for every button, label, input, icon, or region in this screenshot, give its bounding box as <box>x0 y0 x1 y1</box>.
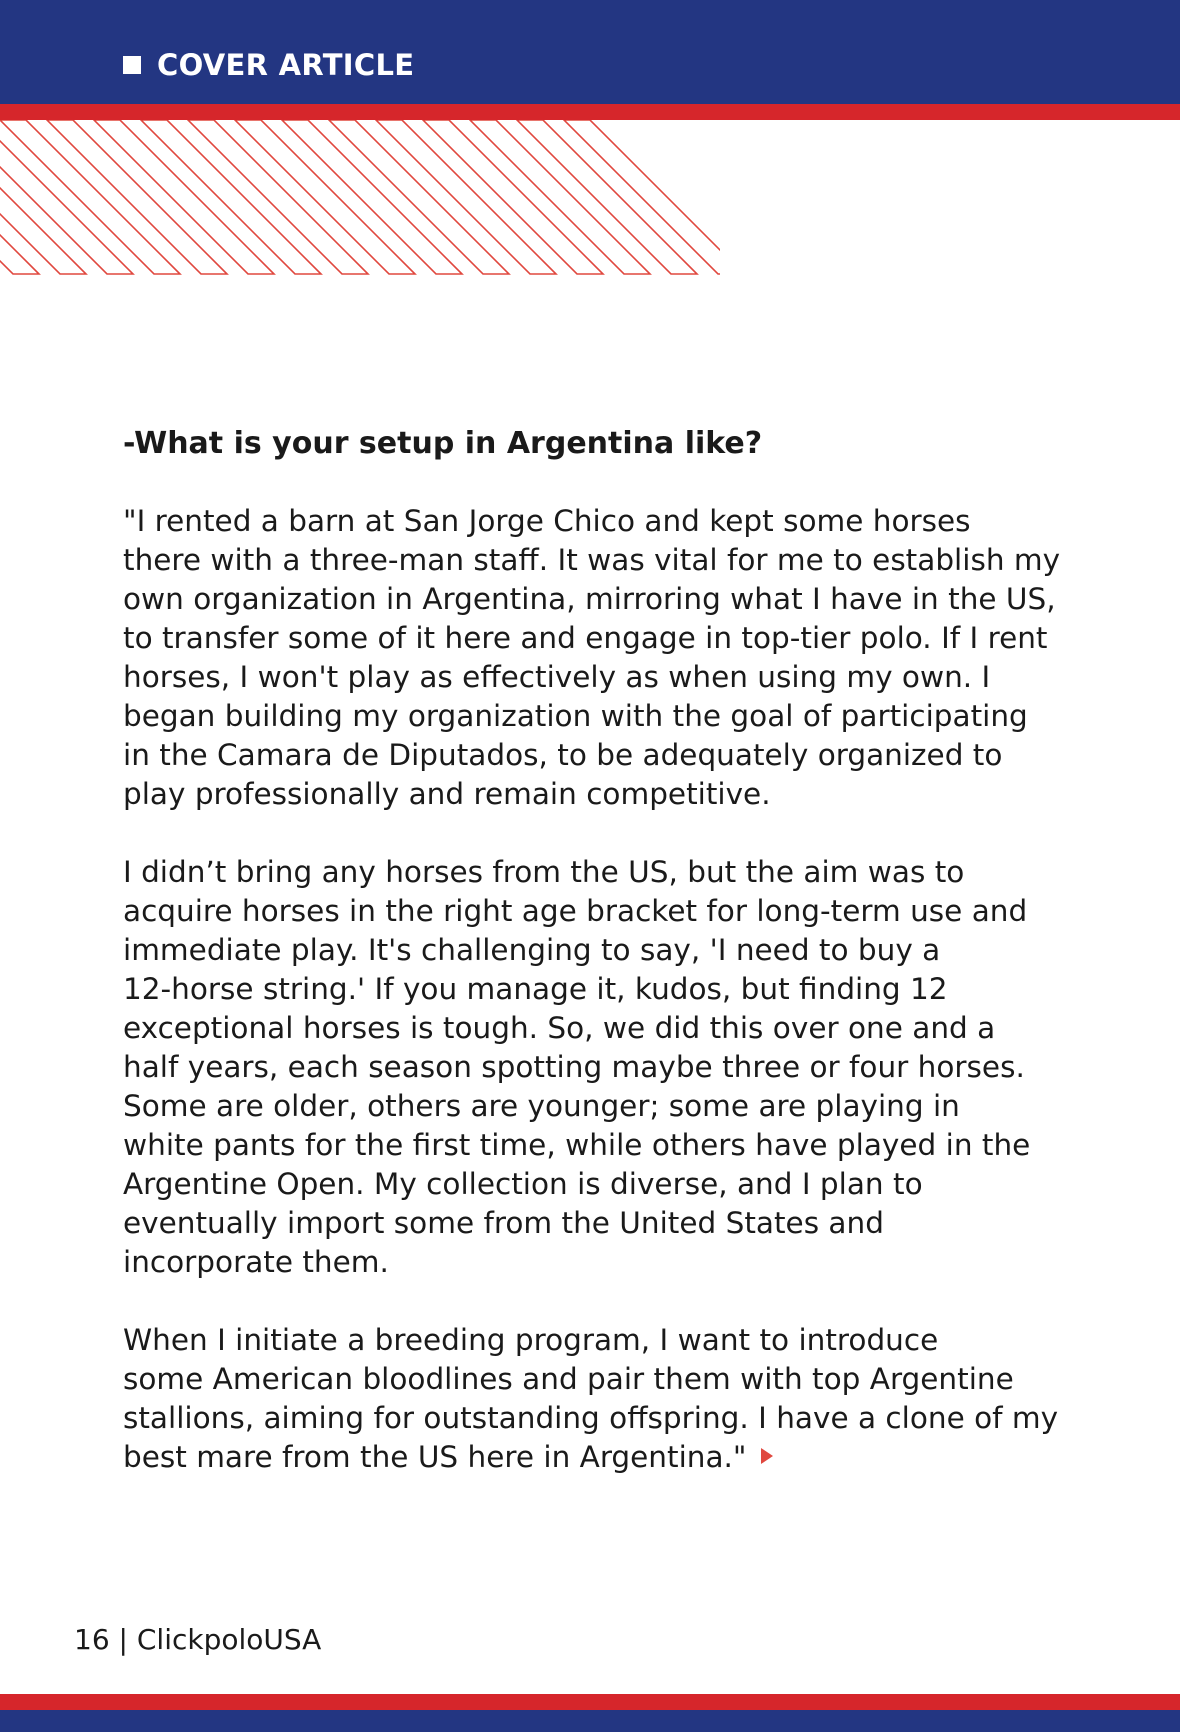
stripe <box>0 120 86 274</box>
stripe <box>282 120 462 274</box>
section-label <box>123 48 414 82</box>
stripe <box>0 120 133 274</box>
stripe <box>94 120 274 274</box>
stripe <box>0 120 180 274</box>
stripe <box>564 120 720 274</box>
section-label-text: COVER ARTICLE <box>157 48 415 82</box>
stripe <box>470 120 650 274</box>
answer-paragraph-2: I didn’t bring any horses from the US, but the aim was to acquire horses in the right age bracket for long-term use and immediate play. It's challenging to say, 'I need to buy a 12-horse string.' If you manage it, kudos, but finding 12 exceptional horses is tough. So, we did this over one and a half years, each season spotting maybe three or four horses. Some are older, others are younger; some are playing in white pants for the first time, while others have played in the Argentine Open. My collection is diverse, and I plan to eventually import some from the United States and incorporate them. <box>123 855 1031 1279</box>
stripe <box>423 120 603 274</box>
continue-arrow-icon <box>761 1448 773 1464</box>
answer-paragraph-1: "I rented a barn at San Jorge Chico and kept some horses there with a three-man staff. It was vital for me to establish my own organization in Argentina, mirroring what I have in the US, to transfer some of it here and engage in top-tier polo. If I rent horses, I won't play as effectively as when using my own. I began building my organization with the goal of participating in the Camara de Diputados, to be adequately organized to play professionally and remain competitive. <box>123 504 1061 811</box>
header-red-stripe <box>0 104 1180 120</box>
stripe <box>0 120 39 274</box>
square-bullet-icon <box>123 56 141 74</box>
footer-band <box>0 1710 1180 1732</box>
stripe <box>47 120 227 274</box>
stripe <box>329 120 509 274</box>
diagonal-stripes-decoration <box>0 120 720 280</box>
footer-red-stripe <box>0 1694 1180 1710</box>
answer-paragraph-3-text: When I initiate a breeding program, I want to introduce some American bloodlines and pair them with top Argentine stallions, aiming for outstanding offspring. I have a clone of my best mare from the US here in Argentina." <box>123 1323 1059 1474</box>
stripe <box>376 120 556 274</box>
stripe <box>235 120 415 274</box>
stripe <box>517 120 697 274</box>
stripe <box>188 120 368 274</box>
interview-question: -What is your setup in Argentina like? <box>123 426 763 461</box>
stripe <box>141 120 321 274</box>
article-body <box>123 424 1083 1477</box>
answer-paragraph-3 <box>123 1321 1083 1477</box>
page-footer: 16 | ClickpoloUSA <box>74 1623 322 1656</box>
